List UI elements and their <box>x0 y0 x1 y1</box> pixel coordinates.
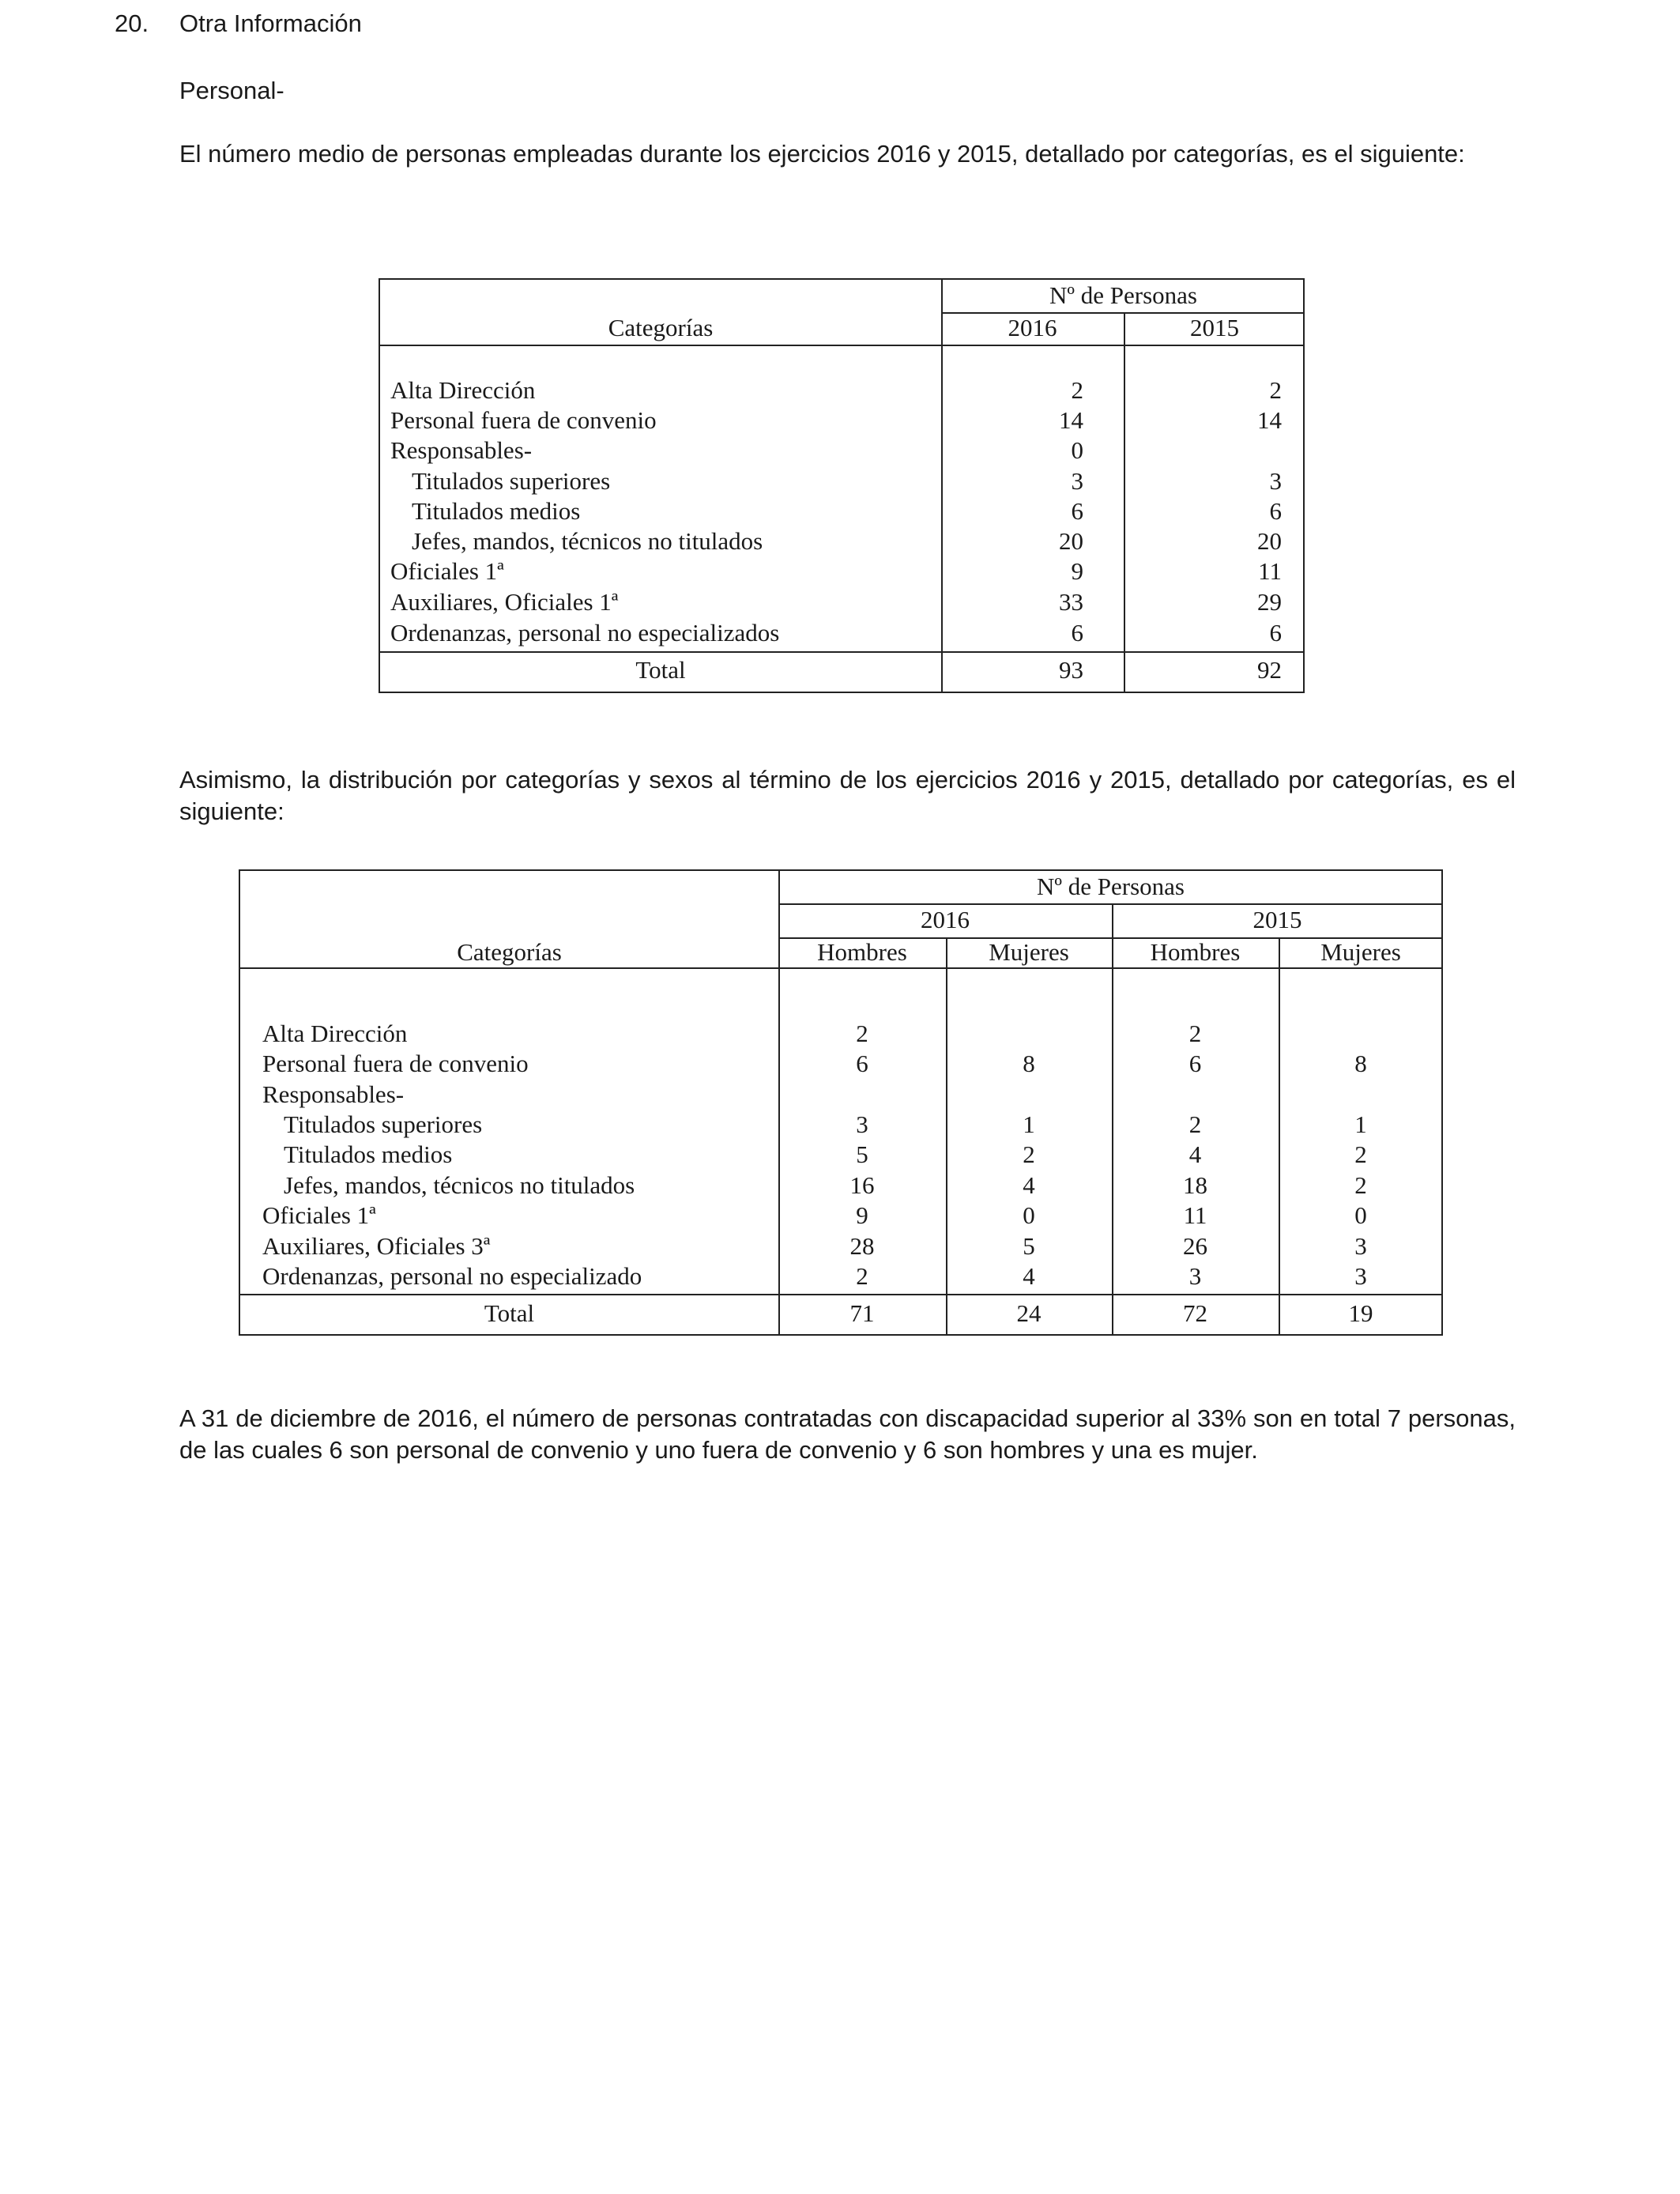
row-value-2015: 2 <box>1269 376 1282 404</box>
row-value-2015: 6 <box>1269 619 1282 647</box>
row-women-2016: 5 <box>1023 1232 1035 1260</box>
row-women-2016: 2 <box>1023 1140 1035 1168</box>
row-value-2015: 20 <box>1257 527 1282 555</box>
total-women-2015: 19 <box>1348 1299 1373 1327</box>
total-2015: 92 <box>1257 656 1282 684</box>
row-value-2016: 20 <box>1059 527 1083 555</box>
row-women-2015: 8 <box>1354 1050 1367 1077</box>
row-men-2016: 3 <box>856 1110 868 1138</box>
header-category: Categorías <box>608 314 714 341</box>
row-men-2016: 2 <box>856 1262 868 1290</box>
row-women-2015: 0 <box>1354 1201 1367 1229</box>
row-women-2016: 4 <box>1023 1262 1035 1290</box>
row-category: Titulados superiores <box>412 467 611 495</box>
table-gender-distribution <box>239 869 1443 1336</box>
section-number: 20. <box>115 9 149 37</box>
total-men-2016: 71 <box>849 1299 875 1327</box>
row-category: Auxiliares, Oficiales 1ª <box>390 588 619 616</box>
header-year-2016: 2016 <box>921 906 970 933</box>
row-value-2016: 9 <box>1071 557 1083 585</box>
table-divider <box>240 967 1441 969</box>
header-group: Nº de Personas <box>1049 281 1197 309</box>
total-label: Total <box>484 1299 535 1327</box>
header-category: Categorías <box>457 938 562 966</box>
row-category: Alta Dirección <box>390 376 536 404</box>
section-title: Otra Información <box>179 9 362 37</box>
row-men-2016: 6 <box>856 1050 868 1077</box>
row-men-2015: 3 <box>1188 1262 1202 1290</box>
paragraph-average-intro: El número medio de personas empleadas durante los ejercicios 2016 y 2015, detallado por categorías, es el siguiente: <box>179 140 1465 168</box>
row-men-2015: 6 <box>1188 1050 1202 1077</box>
row-value-2016: 14 <box>1059 406 1083 434</box>
row-value-2016: 6 <box>1071 619 1083 647</box>
row-category: Personal fuera de convenio <box>262 1050 529 1077</box>
row-category: Responsables- <box>262 1080 405 1108</box>
row-category: Auxiliares, Oficiales 3ª <box>262 1232 491 1260</box>
row-men-2015: 26 <box>1183 1232 1207 1260</box>
header-men-2016: Hombres <box>817 938 907 966</box>
row-category: Personal fuera de convenio <box>390 406 657 434</box>
header-year-2015: 2015 <box>1190 314 1239 341</box>
header-year-2016: 2016 <box>1008 314 1057 341</box>
row-category: Alta Dirección <box>262 1020 408 1047</box>
row-category: Oficiales 1ª <box>390 557 504 585</box>
row-value-2016: 33 <box>1059 588 1083 616</box>
total-2016: 93 <box>1059 656 1083 684</box>
table-average-headcount <box>379 278 1305 693</box>
row-women-2015: 3 <box>1354 1232 1367 1260</box>
total-women-2016: 24 <box>1016 1299 1042 1327</box>
row-men-2016: 9 <box>856 1201 868 1229</box>
row-men-2015: 18 <box>1183 1171 1207 1199</box>
row-men-2016: 28 <box>849 1232 875 1260</box>
total-label: Total <box>635 656 686 684</box>
row-category: Oficiales 1ª <box>262 1201 376 1229</box>
row-men-2016: 16 <box>849 1171 875 1199</box>
row-women-2015: 1 <box>1354 1110 1367 1138</box>
table-divider <box>380 651 1303 653</box>
row-value-2015: 14 <box>1257 406 1282 434</box>
paragraph-gender-intro: Asimismo, la distribución por categorías y sexos al término de los ejercicios 2016 y 2015, detallado por categorías, es el siguiente: <box>179 766 1516 825</box>
row-category: Ordenanzas, personal no especializado <box>262 1262 642 1290</box>
row-value-2015: 3 <box>1269 467 1282 495</box>
table-divider <box>380 345 1303 346</box>
row-women-2015: 2 <box>1354 1171 1367 1199</box>
total-men-2015: 72 <box>1183 1299 1207 1327</box>
row-value-2016: 6 <box>1071 497 1083 525</box>
row-category: Jefes, mandos, técnicos no titulados <box>412 527 763 555</box>
row-category: Titulados medios <box>284 1140 453 1168</box>
row-women-2016: 4 <box>1023 1171 1035 1199</box>
table-divider <box>240 1294 1441 1295</box>
row-women-2016: 1 <box>1023 1110 1035 1138</box>
row-women-2016: 0 <box>1023 1201 1035 1229</box>
row-women-2016: 8 <box>1023 1050 1035 1077</box>
row-value-2016: 0 <box>1071 436 1083 464</box>
header-women-2016: Mujeres <box>989 938 1069 966</box>
row-men-2016: 2 <box>856 1020 868 1047</box>
subheading-personal: Personal- <box>179 77 284 104</box>
header-women-2015: Mujeres <box>1320 938 1401 966</box>
header-group: Nº de Personas <box>1037 873 1185 900</box>
row-value-2016: 3 <box>1071 467 1083 495</box>
row-women-2015: 2 <box>1354 1140 1367 1168</box>
header-men-2015: Hombres <box>1150 938 1241 966</box>
row-value-2015: 11 <box>1258 557 1282 585</box>
row-men-2015: 11 <box>1183 1201 1207 1229</box>
row-category: Titulados superiores <box>284 1110 483 1138</box>
row-category: Titulados medios <box>412 497 581 525</box>
header-year-2015: 2015 <box>1252 906 1302 933</box>
row-men-2015: 2 <box>1188 1020 1202 1047</box>
row-value-2015: 6 <box>1269 497 1282 525</box>
row-category: Responsables- <box>390 436 533 464</box>
row-men-2015: 2 <box>1188 1110 1202 1138</box>
row-category: Ordenanzas, personal no especializados <box>390 619 780 647</box>
row-men-2015: 4 <box>1188 1140 1202 1168</box>
paragraph-disability-note: A 31 de diciembre de 2016, el número de personas contratadas con discapacidad superior al 33% son en total 7 personas, de las cuales 6 son personal de convenio y uno fuera de convenio y 6 son hombres y una es mujer. <box>179 1404 1516 1464</box>
row-women-2015: 3 <box>1354 1262 1367 1290</box>
row-category: Jefes, mandos, técnicos no titulados <box>284 1171 635 1199</box>
row-value-2016: 2 <box>1071 376 1083 404</box>
row-men-2016: 5 <box>856 1140 868 1168</box>
row-value-2015: 29 <box>1257 588 1282 616</box>
